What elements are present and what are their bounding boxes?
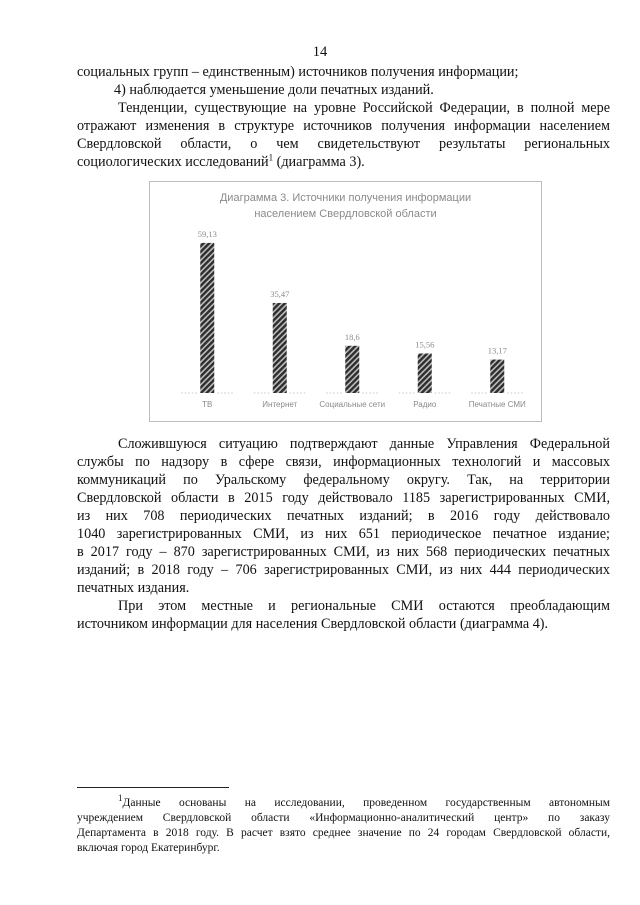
footnote-line — [77, 793, 610, 811]
category-label: Интернет — [262, 400, 298, 409]
body-text — [77, 435, 610, 633]
footnote-divider — [77, 787, 229, 788]
category-label: Печатные СМИ — [468, 400, 526, 409]
chart-plot — [150, 182, 541, 421]
page-number: 14 — [312, 44, 328, 60]
bar-3 — [418, 354, 432, 393]
category-label: ТВ — [202, 400, 213, 409]
text-line — [77, 153, 610, 171]
footnote-mark: 1 — [118, 793, 123, 804]
text-line: из них 708 периодических печатных изданий; в 2016 году действовало — [77, 508, 610, 524]
footnote-reference: 1 — [268, 152, 274, 163]
intro-text — [77, 63, 610, 171]
bar-chart — [149, 181, 542, 422]
data-label: 13,17 — [487, 345, 507, 356]
text-line: службы по надзору в сфере связи, информационных технологий и массовых — [77, 454, 610, 470]
text-line: Свердловской области в 2015 году действовало 1185 зарегистрированных СМИ, — [77, 490, 610, 506]
bar-4 — [490, 360, 504, 393]
category-label: Радио — [413, 400, 437, 409]
text-line: отражают изменения в структуре источников получения информации населением — [77, 118, 610, 134]
category-label: Социальные сети — [319, 400, 386, 409]
text-line: социальных групп – единственным) источников получения информации; — [77, 64, 519, 80]
footnote-line: включая город Екатеринбург. — [77, 842, 220, 854]
chart-title-line: Диаграмма 3. Источники получения информации — [219, 192, 472, 204]
data-label: 59,13 — [197, 228, 217, 239]
text-line: Тенденции, существующие на уровне Российской Федерации, в полной мере — [118, 100, 610, 116]
text-line: 1040 зарегистрированных СМИ, из них 651 периодическое печатное издание; — [77, 526, 610, 542]
chart-title-line: населением Свердловской области — [254, 208, 437, 220]
footnote-line: учреждением Свердловской области «Информационно-аналитический центр» по заказу — [77, 812, 610, 824]
data-label: 15,56 — [415, 339, 435, 350]
data-label: 18,6 — [344, 331, 360, 342]
text-line: При этом местные и региональные СМИ остаются преобладающим — [118, 598, 610, 614]
bar-0 — [200, 243, 214, 393]
text-line: коммуникаций по Уральскому федеральному округу. Так, на территории — [77, 472, 610, 488]
text-line: Свердловской области, о чем свидетельствуют результаты региональных — [77, 136, 610, 152]
text-fragment: (диаграмма 3). — [273, 154, 365, 170]
text-line: в 2017 году – 870 зарегистрированных СМИ, из них 568 периодических печатных — [77, 544, 610, 560]
text-line: источником информации для населения Свердловской области (диаграмма 4). — [77, 616, 549, 632]
data-label: 35,47 — [270, 288, 290, 299]
bar-1 — [273, 303, 287, 393]
text-fragment: социологических исследований — [77, 154, 269, 170]
list-item: 4) наблюдается уменьшение доли печатных изданий. — [114, 82, 434, 98]
bar-2 — [345, 346, 359, 393]
text-line: Сложившуюся ситуацию подтверждают данные Управления Федеральной — [118, 436, 610, 452]
footnote — [77, 793, 610, 856]
text-fragment: Данные основаны на исследовании, проведенном государственным автономным — [122, 797, 610, 809]
text-line: печатных издания. — [77, 580, 190, 596]
text-line: изданий; в 2018 году – 706 зарегистрированных СМИ, из них 444 периодических — [77, 562, 610, 578]
footnote-line: Департамента в 2018 году. В расчет взято среднее значение по 24 городам Свердловской области, — [77, 827, 610, 839]
